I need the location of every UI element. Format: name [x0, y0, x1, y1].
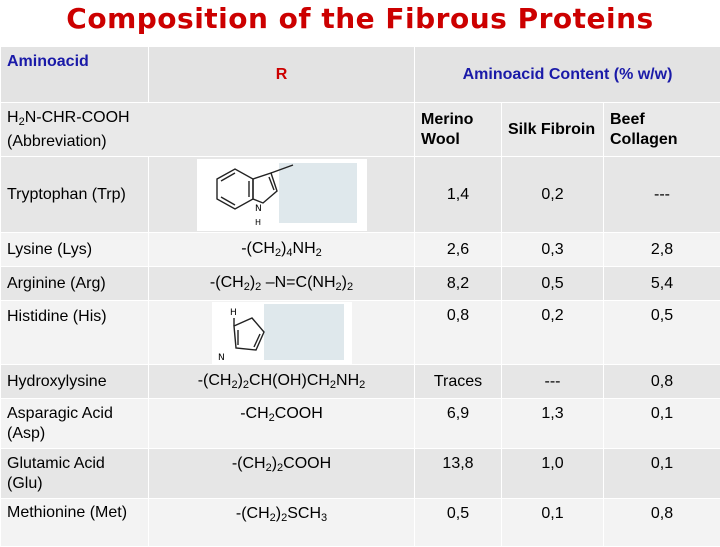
table-row-methionine: [1, 499, 720, 547]
svg-text:H: H: [230, 308, 237, 318]
r-group-formula: $-(CH_2)_2CH(OH)CH_2NH_2$: [149, 365, 415, 399]
wool-value: 0,8: [415, 301, 502, 365]
r-group-formula: $-(CH_2)_2SCH_3$: [149, 499, 415, 547]
aminoacid-name: Lysine (Lys): [1, 233, 149, 267]
collagen-value: 0,1: [604, 399, 720, 449]
aminoacid-name: Glutamic Acid (Glu): [1, 449, 149, 499]
aminoacid-name: Tryptophan (Trp): [1, 157, 149, 233]
svg-text:N: N: [255, 204, 262, 214]
table-row-histidine: [1, 301, 720, 365]
table-row-tryptophan: [1, 157, 720, 233]
r-group-formula: $-(CH_2)_2$ $-N=C(NH_2)_2$: [149, 267, 415, 301]
r-group-formula: $-CH_2COOH$: [149, 399, 415, 449]
wool-value: 0,5: [415, 499, 502, 547]
content-header: Aminoacid Content (% w/w): [415, 47, 720, 103]
page-title: Composition of the Fibrous Proteins: [0, 2, 720, 35]
table-row-lysine: [1, 233, 720, 267]
silk-value: 1,3: [502, 399, 604, 449]
r-group-formula: $-(CH_2)_2COOH$: [149, 449, 415, 499]
silk-value: 1,0: [502, 449, 604, 499]
r-group-formula: $-(CH_2)_4NH_2$: [149, 233, 415, 267]
aminoacid-name: Methionine (Met): [1, 499, 149, 547]
histidine-structure: [149, 301, 415, 365]
wool-value: 1,4: [415, 157, 502, 233]
table-row-asparagic-acid: [1, 399, 720, 449]
collagen-value: 0,8: [604, 365, 720, 399]
silk-value: 0,1: [502, 499, 604, 547]
formula-text: $H_2N-CHR$-COOH: [7, 109, 130, 126]
indole-structure-icon: [197, 159, 367, 231]
collagen-value: 0,1: [604, 449, 720, 499]
svg-text:H: H: [255, 218, 261, 227]
aminoacid-name: Histidine (His): [1, 301, 149, 365]
aminoacid-name: Hydroxylysine: [1, 365, 149, 399]
silk-value: 0,2: [502, 301, 604, 365]
formula-header-cell: [1, 103, 415, 157]
table-row-hydroxylysine: [1, 365, 720, 399]
silk-value: 0,3: [502, 233, 604, 267]
composition-table: [0, 46, 720, 547]
aminoacid-name: Arginine (Arg): [1, 267, 149, 301]
silk-value: 0,5: [502, 267, 604, 301]
tryptophan-structure: [149, 157, 415, 233]
wool-value: 6,9: [415, 399, 502, 449]
header-row-top: [1, 47, 720, 103]
table-row-glutamic-acid: [1, 449, 720, 499]
imidazole-structure-icon: [212, 302, 352, 364]
collagen-value: 5,4: [604, 267, 720, 301]
header-row-columns: [1, 103, 720, 157]
collagen-value: 2,8: [604, 233, 720, 267]
collagen-value: 0,8: [604, 499, 720, 547]
silk-fibroin-header: Silk Fibroin: [502, 103, 604, 157]
wool-value: 2,6: [415, 233, 502, 267]
silk-value: 0,2: [502, 157, 604, 233]
r-group-header: R: [149, 47, 415, 103]
merino-wool-header: Merino Wool: [415, 103, 502, 157]
wool-value: 8,2: [415, 267, 502, 301]
wool-value: Traces: [415, 365, 502, 399]
collagen-value: 0,5: [604, 301, 720, 365]
abbreviation-text: (Abbreviation): [7, 133, 107, 150]
wool-value: 13,8: [415, 449, 502, 499]
aminoacid-name: Asparagic Acid (Asp): [1, 399, 149, 449]
svg-text:N: N: [218, 353, 225, 363]
table-row-arginine: [1, 267, 720, 301]
collagen-value: ---: [604, 157, 720, 233]
silk-value: ---: [502, 365, 604, 399]
aminoacid-header: Aminoacid: [1, 47, 149, 103]
beef-collagen-header: Beef Collagen: [604, 103, 720, 157]
